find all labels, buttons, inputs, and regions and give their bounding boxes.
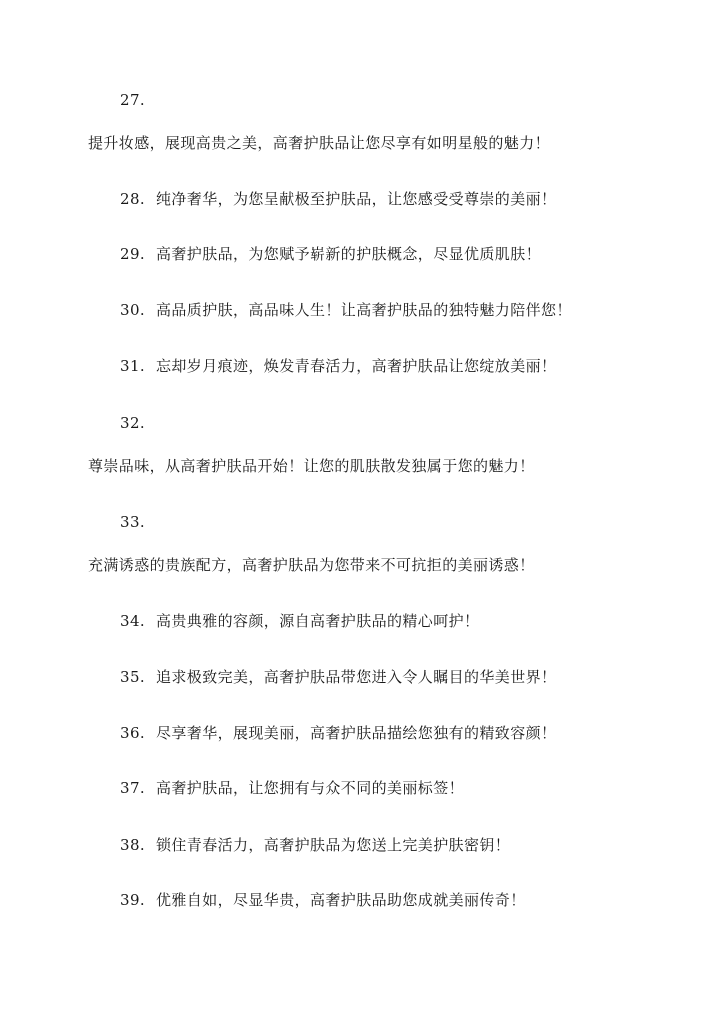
item-text: 追求极致完美，高奢护肤品带您进入令人瞩目的华美世界！ [156,668,557,686]
list-item [120,778,464,798]
item-number: 33. [120,513,146,531]
item-number: 38. [120,836,146,854]
list-item [120,611,479,631]
item-text: 高品质护肤，高品味人生！让高奢护肤品的独特魅力陪伴您！ [156,301,572,319]
item-text: 尊崇品味，从高奢护肤品开始！让您的肌肤散发独属于您的魅力！ [88,457,535,475]
item-number: 34. [120,612,146,630]
list-item [120,723,556,743]
item-text: 高奢护肤品，让您拥有与众不同的美丽标签！ [156,779,465,797]
item-text: 纯净奢华，为您呈献极至护肤品，让您感受受尊崇的美丽！ [156,190,557,208]
list-item [120,300,572,320]
item-number: 31. [120,357,146,375]
item-text: 高贵典雅的容颜，源自高奢护肤品的精心呵护！ [156,612,480,630]
item-number: 37. [120,779,146,797]
list-item [120,667,556,687]
item-number: 29. [120,245,146,263]
item-text: 高奢护肤品，为您赋予崭新的护肤概念，尽显优质肌肤！ [156,245,542,263]
item-number: 27. [120,91,146,109]
item-number: 30. [120,301,146,319]
item-number: 28. [120,190,146,208]
item-text: 锁住青春活力，高奢护肤品为您送上完美护肤密钥！ [156,836,511,854]
item-number: 35. [120,668,146,686]
item-text: 充满诱惑的贵族配方，高奢护肤品为您带来不可抗拒的美丽诱惑！ [88,556,535,574]
list-item [120,890,526,910]
item-text: 优雅自如，尽显华贵，高奢护肤品助您成就美丽传奇！ [156,891,526,909]
item-text: 忘却岁月痕迹，焕发青春活力，高奢护肤品让您绽放美丽！ [156,357,557,375]
item-text: 尽享奢华，展现美丽，高奢护肤品描绘您独有的精致容颜！ [156,724,557,742]
item-number: 39. [120,891,146,909]
item-text: 提升妆感，展现高贵之美，高奢护肤品让您尽享有如明星般的魅力！ [88,134,551,152]
list-item [120,189,556,209]
item-number: 36. [120,724,146,742]
item-number: 32. [120,414,146,432]
list-item [120,244,541,264]
list-item [120,356,556,376]
list-item [120,835,510,855]
